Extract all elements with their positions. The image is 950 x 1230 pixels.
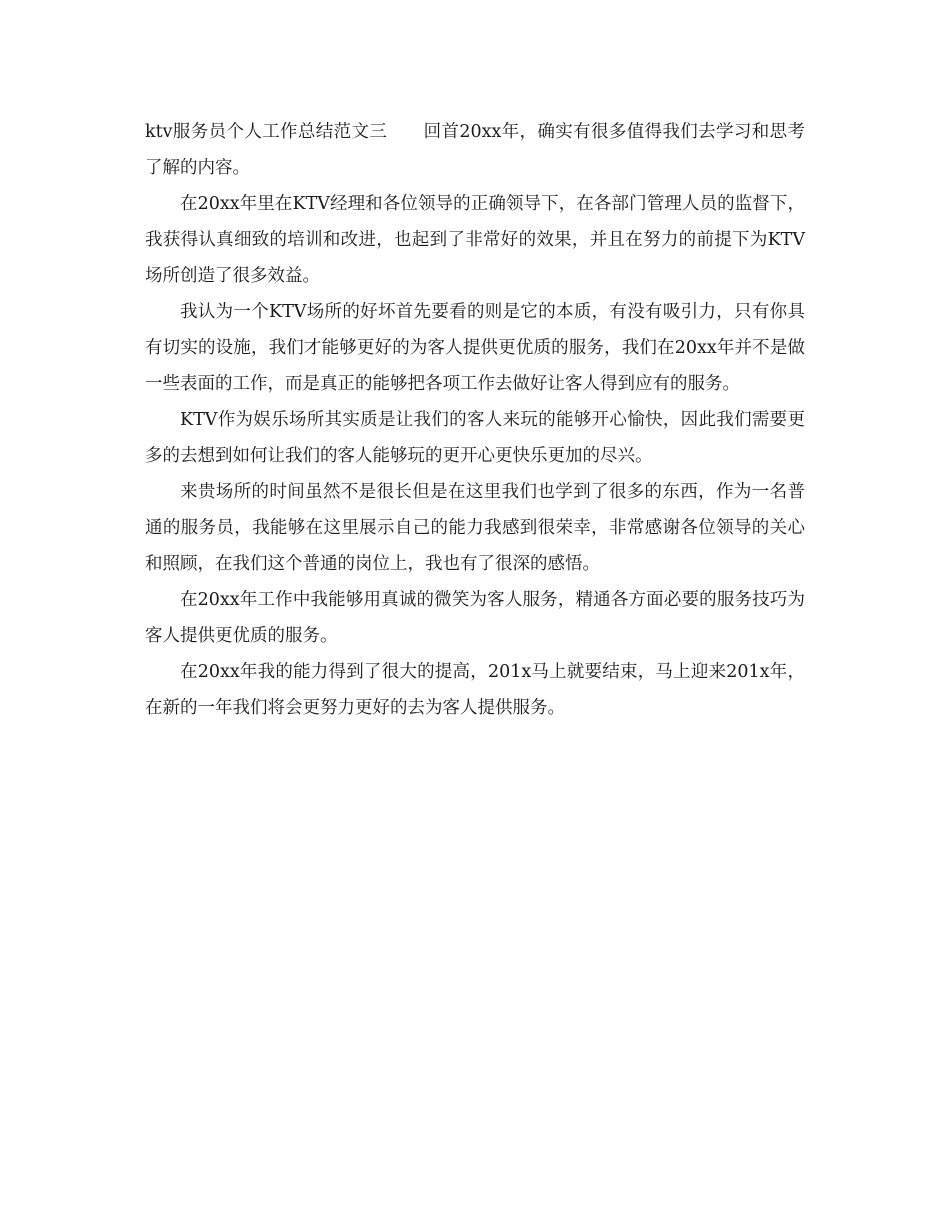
- intro-text: 回首20xx年，确实有很多值得我们去学习和思考了解的内容。: [145, 122, 805, 178]
- paragraph-4: 来贵场所的时间虽然不是很长但是在这里我们也学到了很多的东西，作为一名普通的服务员，我能够在这里展示自己的能力我感到很荣幸，非常感谢各位领导的关心和照顾，在我们这个普通的岗位上，我也有了很深的感悟。: [145, 482, 805, 574]
- paragraph-6: 在20xx年我的能力得到了很大的提高，201x马上就要结束，马上迎来201x年，在新的一年我们将会更努力更好的去为客人提供服务。: [145, 662, 805, 718]
- document-title: ktv服务员个人工作总结范文三: [145, 122, 388, 142]
- paragraph-5: 在20xx年工作中我能够用真诚的微笑为客人服务，精通各方面必要的服务技巧为客人提供更优质的服务。: [145, 590, 805, 646]
- first-paragraph: [145, 114, 805, 186]
- paragraph-1: 在20xx年里在KTV经理和各位领导的正确领导下，在各部门管理人员的监督下，我获得认真细致的培训和改进，也起到了非常好的效果，并且在努力的前提下为KTV场所创造了很多效益。: [145, 194, 805, 286]
- paragraph-3: KTV作为娱乐场所其实质是让我们的客人来玩的能够开心愉快，因此我们需要更多的去想到如何让我们的客人能够玩的更开心更快乐更加的尽兴。: [145, 410, 805, 466]
- document-body: [145, 114, 805, 726]
- paragraph-2: 我认为一个KTV场所的好坏首先要看的则是它的本质，有没有吸引力，只有你具有切实的设施，我们才能够更好的为客人提供更优质的服务，我们在20xx年并不是做一些表面的工作，而是真正的能够把各项工作去做好让客人得到应有的服务。: [145, 302, 805, 394]
